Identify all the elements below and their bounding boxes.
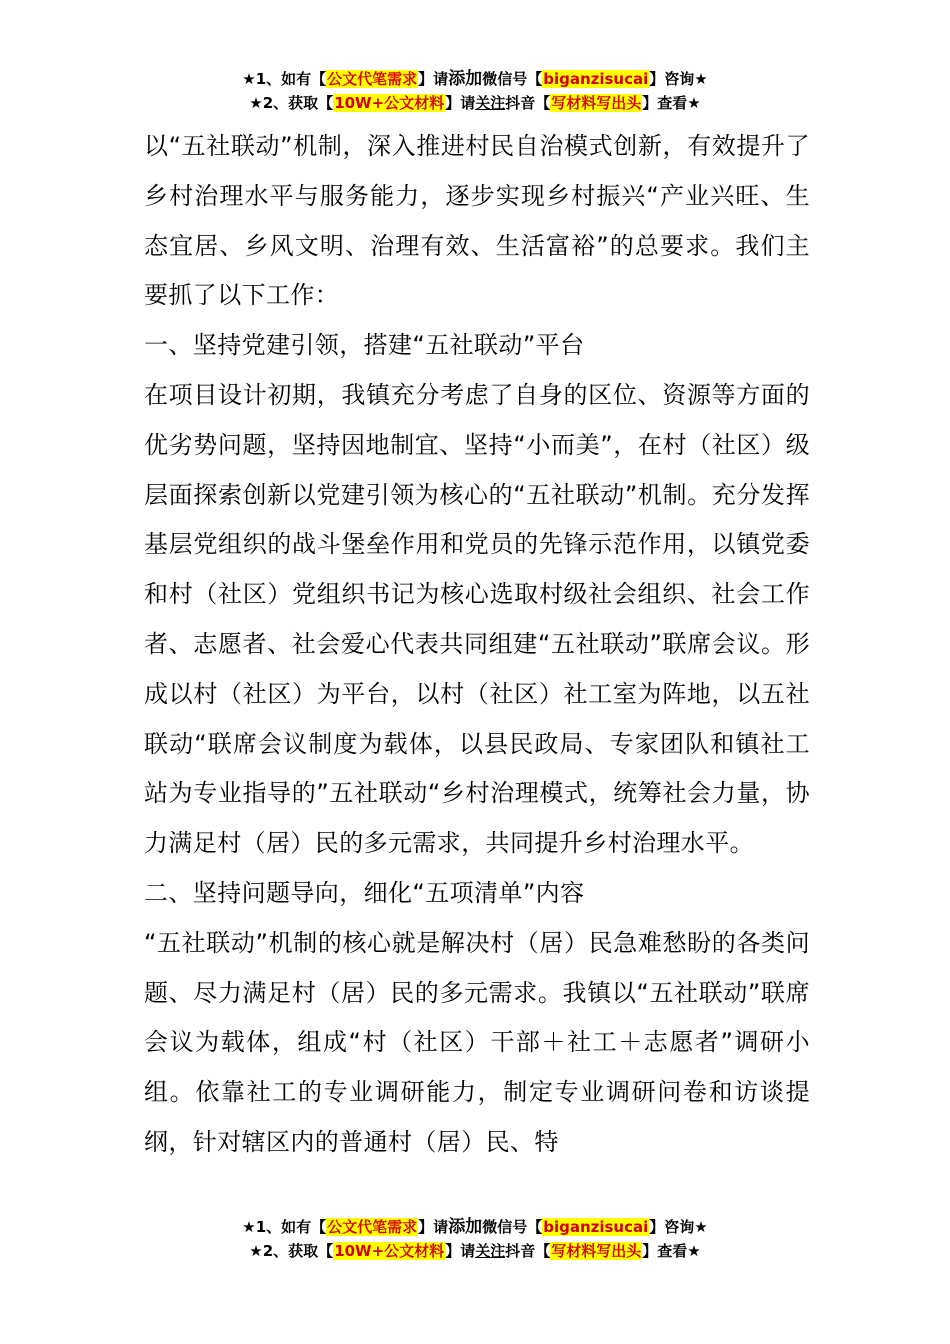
banner-line-1 — [0, 68, 950, 92]
banner-text: 微信号【 — [482, 1218, 543, 1236]
banner-line-2 — [0, 92, 950, 116]
section-heading: 一、坚持党建引领，搭建“五社联动”平台 — [144, 331, 585, 360]
banner-text: ★2、获取【 — [249, 1242, 334, 1260]
paragraph: “五社联动”机制的核心就是解决村（居）民急难愁盼的各类问题、尽力满足村（居）民的多元需求。我镇以“五社联动”联席会议为载体，组成“村（社区）干部＋社工＋志愿者”调研小组。依靠社工的专业调研能力，制定专业调研问卷和访谈提纲，针对辖区内的普通村（居）民、特 — [144, 928, 810, 1156]
banner-emphasis: 添加 — [448, 69, 483, 89]
paragraph: 以“五社联动”机制，深入推进村民自治模式创新，有效提升了乡村治理水平与服务能力，逐步实现乡村振兴“产业兴旺、生态宜居、乡风文明、治理有效、生活富裕”的总要求。我们主要抓了以下工作： — [144, 132, 810, 310]
banner-line-2 — [0, 1240, 950, 1264]
banner-highlight: 写材料写出头 — [551, 94, 642, 112]
banner-text: 】请 — [445, 94, 476, 112]
banner-text: 】咨询★ — [649, 70, 708, 88]
banner-text: 微信号【 — [482, 70, 543, 88]
banner-highlight: biganzisucai — [543, 70, 649, 88]
paragraph: 在项目设计初期，我镇充分考虑了自身的区位、资源等方面的优劣势问题，坚持因地制宜、坚持“小而美”，在村（社区）级层面探索创新以党建引领为核心的“五社联动”机制。充分发挥基层党组织的战斗堡垒作用和党员的先锋示范作用，以镇党委和村（社区）党组织书记为核心选取村级社会组织、社会工作者、志愿者、社会爱心代表共同组建“五社联动”联席会议。形成以村（社区）为平台，以村（社区）社工室为阵地，以五社联动“联席会议制度为载体，以县民政局、专家团队和镇社工站为专业指导的”五社联动“乡村治理模式，统筹社会力量，协力满足村（居）民的多元需求，共同提升乡村治理水平。 — [144, 380, 810, 858]
banner-emphasis: 添加 — [448, 1217, 483, 1237]
banner-line-1 — [0, 1216, 950, 1240]
banner-text: 】请 — [418, 1218, 449, 1236]
banner-text: 抖音【 — [505, 94, 551, 112]
banner-text: 】查看★ — [642, 1242, 701, 1260]
banner-highlight: 10W+公文材料 — [334, 1242, 445, 1260]
banner-highlight: 10W+公文材料 — [334, 94, 445, 112]
banner-emphasis: 关注 — [475, 1242, 506, 1260]
banner-text: 抖音【 — [505, 1242, 551, 1260]
banner-text: ★1、如有【 — [242, 70, 327, 88]
banner-text: 】查看★ — [642, 94, 701, 112]
banner-highlight: 公文代笔需求 — [327, 70, 418, 88]
banner-highlight: 公文代笔需求 — [327, 1218, 418, 1236]
banner-text: ★2、获取【 — [249, 94, 334, 112]
banner-highlight: biganzisucai — [543, 1218, 649, 1236]
top-banner — [0, 68, 950, 116]
banner-text: ★1、如有【 — [242, 1218, 327, 1236]
banner-emphasis: 关注 — [475, 94, 506, 112]
banner-highlight: 写材料写出头 — [551, 1242, 642, 1260]
document-body — [144, 122, 810, 1168]
banner-text: 】咨询★ — [649, 1218, 708, 1236]
banner-text: 】请 — [445, 1242, 476, 1260]
section-heading: 二、坚持问题导向，细化“五项清单”内容 — [144, 878, 585, 907]
bottom-banner — [0, 1216, 950, 1264]
banner-text: 】请 — [418, 70, 449, 88]
